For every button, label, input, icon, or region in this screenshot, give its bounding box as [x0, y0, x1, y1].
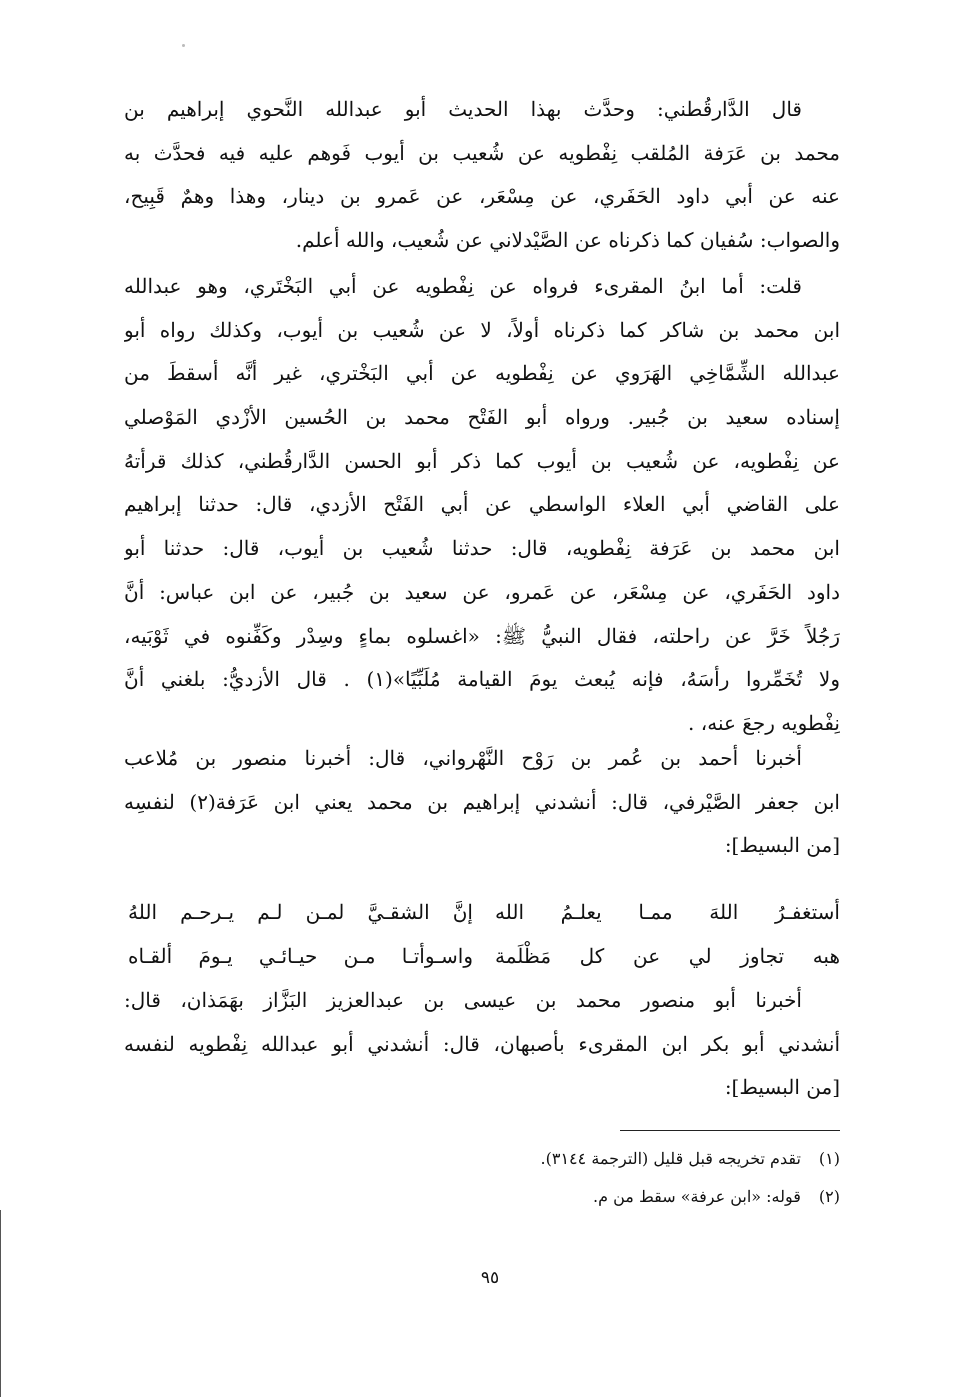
verse-first-hemistich: أستغفـرُ اللهَ ممـا يعلـمُ الله [495, 900, 840, 924]
text-line: ابن محمد بن عَرَفة نِفْطويه، قال: حدثنا شُعيب بن أيوب، قال: حدثنا أبو [124, 536, 840, 561]
text-line: رَجُلاً خَرَّ عن راحلته، فقال النبيُّ ﷺ: «اغسلوه بماءٍ وسِدْر وكَفِّنوه في ثَوْبَيه، [124, 623, 840, 648]
footnote-2 [300, 1178, 840, 1216]
meter-label: [من البسيط]: [724, 833, 840, 858]
text-line: قلت: أما ابنُ المقرىء فرواه عن نِفْطويه عن أبي البَخْتَري، وهو عبدالله [124, 274, 802, 298]
footnote-number: (٢) [818, 1187, 840, 1206]
text-line: ابن محمد بن شاكر كما ذكرناه أولاً، لا عن شُعيب بن أيوب، وكذلك رواه أبو [124, 317, 840, 342]
text-line: نِفْطويه رجعَ عنه، . [688, 710, 840, 735]
text-line: داود الحَفَري، عن مِسْعَر، عن عَمرو، عن سعيد بن جُبير، عن ابن عباس: أنَّ [124, 579, 840, 604]
paragraph-hamadhan [124, 979, 840, 1110]
poem [128, 890, 840, 978]
paragraph-qultu [124, 265, 840, 746]
verse-second-hemistich: واسـوأتـا مـن حيـائـي يـومَ ألقـاه [128, 944, 473, 968]
text-line: أخبرنا أحمد بن عُمر بن رَوْح النَّهْرواني، قال: أخبرنا منصور بن مُلاعب [124, 746, 802, 770]
text-line: عبدالله الشِّمَّاخِي الهَرَوي عن نِفْطويه عن أبي البَخْتري، غير أنَّه أسقطَ من [124, 361, 840, 386]
text-line: إسناده سعيد بن جُبير. ورواه أبو الفَتْح محمد بن الحُسين الأزْدي المَوْصلي [124, 405, 840, 430]
text-line: أنشدني أبو بكر ابن المقرىء بأصبهان، قال: أنشدني أبو عبدالله نِفْطويه لنفسه [124, 1031, 840, 1056]
scan-speck [182, 44, 185, 47]
footnote-text: تقدم تخريجه قبل قليل (الترجمة ٣١٤٤). [540, 1149, 801, 1168]
paragraph-nahrawani [124, 737, 840, 868]
footnote-number: (١) [818, 1149, 840, 1168]
verse-second-hemistich: إنَّ الشقـيَّ لمـن لـم يـرحـم اللهُ [128, 900, 473, 924]
text-line: ولا تُخَمِّروا رأسَهُ، فإنه يُبعث يومَ القيامة مُلَبِّيًا»(١) . قال الأزديُّ: بلغني أنَّ [124, 667, 840, 692]
verse-first-hemistich: هبه تجاوز لي عن كل مَظْلَمة [495, 944, 840, 968]
poem-verse [128, 890, 840, 934]
text-line: أخبرنا أبو منصور محمد بن عيسى بن عبدالعزيز البَزَّاز بهَمَذان، قال: [124, 988, 802, 1012]
text-line: قال الدَّارقُطني: وحدَّث بهذا الحديث أبو عبدالله النَّحوي إبراهيم بن [124, 97, 802, 121]
poem-verse [128, 934, 840, 978]
text-line: عنه عن أبي داود الحَفَري، عن مِسْعَر، عن عَمرو بن دينار، وهذا وهمٌ قَبِيح، [124, 184, 840, 209]
text-line: عن نِفْطويه، عن شُعيب بن أيوب كما ذكر أبو الحسن الدَّارقُطني، كذلك قرأتهُ [124, 448, 840, 473]
footnote-1 [300, 1140, 840, 1178]
footnote-separator [620, 1130, 840, 1131]
text-line: ابن جعفر الصَّيْرفي، قال: أنشدني إبراهيم بن محمد يعني ابن عَرَفة(٢) لنفسِه [124, 789, 840, 814]
footnote-text: قوله: «ابن عرفة» سقط من م. [593, 1187, 801, 1206]
text-line: على القاضي أبي العلاء الواسطي عن أبي الفَتْح الأزدي، قال: حدثنا إبراهيم [124, 492, 840, 517]
page-edge-line [0, 1210, 10, 1397]
footnotes [300, 1140, 840, 1216]
text-line: والصواب: سُفيان كما ذكرناه عن الصَّيْدلاني عن شُعيب، والله أعلم. [295, 228, 840, 253]
page-number: ٩٥ [480, 1268, 500, 1288]
meter-label: [من البسيط]: [724, 1075, 840, 1100]
paragraph-daraqutni [124, 88, 840, 263]
text-line: محمد بن عَرَفة المُلقب نِفْطويه عن شُعيب بن أيوب فَوهم عليه فيه فحدَّث به [124, 140, 840, 165]
